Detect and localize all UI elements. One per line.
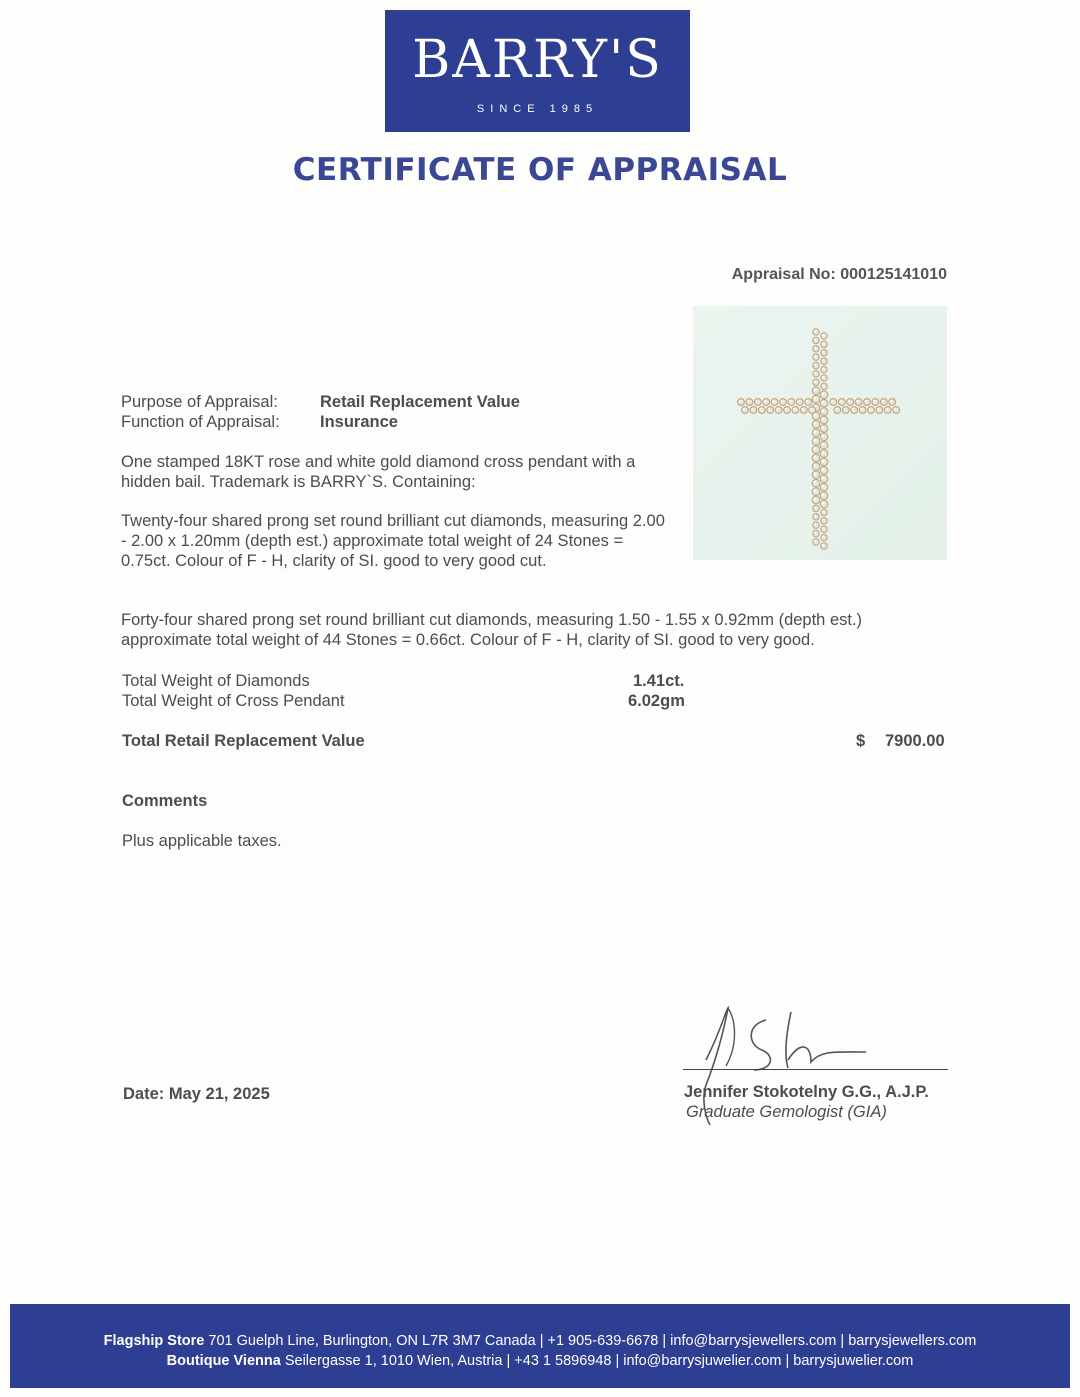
purpose-label: Purpose of Appraisal: [121,393,278,411]
stones-description-2: Forty-four shared prong set round brilliant cut diamonds, measuring 1.50 - 1.55 x 0.92mm (depth est.) approximate total weight of 44 Stones = 0.66ct. Colour of F - H, clarity of SI. good to very good. [121,611,863,649]
stones-description-1: Twenty-four shared prong set round brilliant cut diamonds, measuring 2.00 - 2.00 x 1.20mm (depth est.) approximate total weight of 24 Stones = 0.75ct. Colour of F - H, clarity of SI. good to very good cut. [121,512,665,570]
appraisal-number: Appraisal No: 000125141010 [731,266,947,283]
footer-flagship [10,1332,1070,1350]
comments-heading: Comments [122,792,208,810]
cross-pendant-image [693,306,947,560]
pendant-photo [693,306,947,560]
footer-boutique [10,1352,1070,1370]
total-diamonds-label: Total Weight of Diamonds [122,672,310,690]
comments-text: Plus applicable taxes. [122,832,282,850]
total-pendant-value: 6.02gm [628,692,685,710]
function-label: Function of Appraisal: [121,413,280,431]
total-pendant-label: Total Weight of Cross Pendant [122,692,345,710]
purpose-value: Retail Replacement Value [320,393,520,411]
brand-logo [385,10,690,132]
signer-name: Jennifer Stokotelny G.G., A.J.P. [684,1083,929,1101]
footer-bar [10,1304,1070,1388]
retail-value-label: Total Retail Replacement Value [122,732,365,750]
brand-since: SINCE 1985 [476,103,599,115]
flagship-details: 701 Guelph Line, Burlington, ON L7R 3M7 Canada | +1 905-639-6678 | info@barrysjewellers.com | barrysjewellers.com [204,1333,977,1349]
retail-value-currency: $ [856,732,866,750]
flagship-name: Flagship Store [103,1333,205,1349]
retail-value-amount: 7900.00 [885,732,945,750]
function-value: Insurance [320,413,398,431]
signer-title: Graduate Gemologist (GIA) [686,1103,887,1121]
item-description: One stamped 18KT rose and white gold diamond cross pendant with a hidden bail. Trademark is BARRY`S. Containing: [121,453,636,491]
page-title: CERTIFICATE OF APPRAISAL [292,152,788,188]
boutique-name: Boutique Vienna [166,1353,281,1369]
brand-name: BARRY'S [412,30,663,90]
signature-line [683,1069,948,1070]
appraisal-date: Date: May 21, 2025 [123,1085,270,1103]
total-diamonds-value: 1.41ct. [633,672,685,690]
boutique-details: Seilergasse 1, 1010 Wien, Austria | +43 1 5896948 | info@barrysjuwelier.com | barrysjuwelier.com [280,1353,914,1369]
